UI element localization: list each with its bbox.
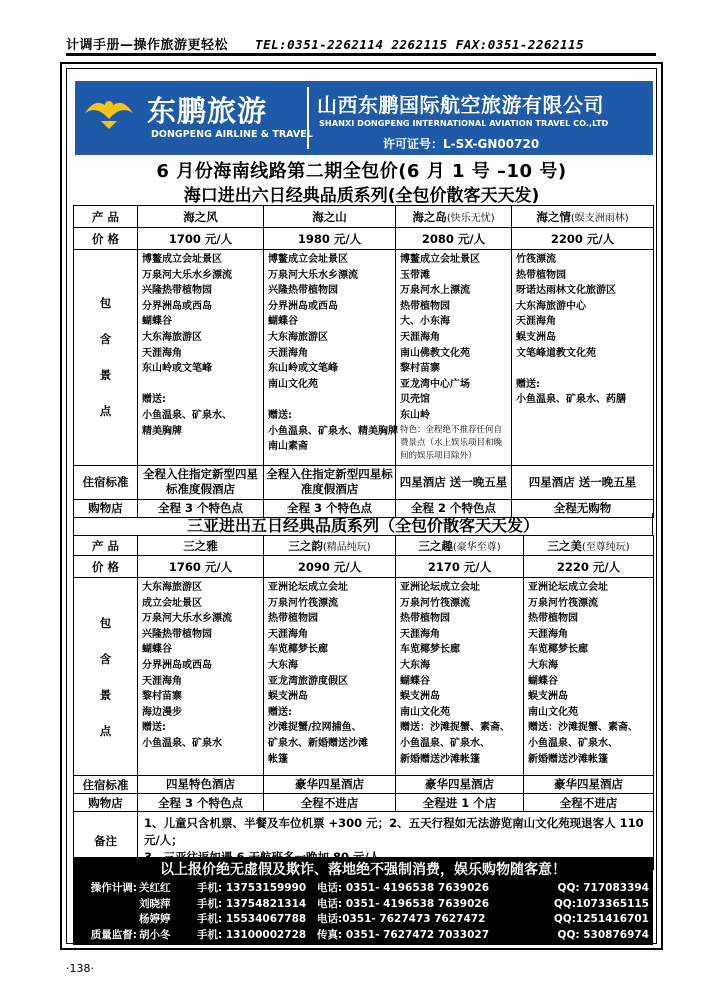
spot-item: 文笔峰道教文化苑 [516, 347, 596, 359]
spot-item: 蜈支洲岛 [268, 691, 308, 703]
shopping-info: 全程 3 个特色点 [264, 499, 396, 517]
spot-item: 赠送: [142, 722, 166, 734]
spot-item: 新婚赠送沙滩帐篷 [400, 753, 480, 765]
spot-item: 大东海旅游区 [142, 331, 202, 343]
scenic-label: 包 含 景 点 [74, 250, 138, 466]
spot-item: 天涯海角 [516, 316, 556, 328]
spot-item: 赠送: [268, 409, 292, 421]
remark-line: 1、儿童只含机票、半餐及车位机票 +300 元；2、五天行程如无法游览南山文化苑现退客人 110 元/人； [144, 816, 644, 847]
contact-tel: 电话: 0351- 4196538 7639026 [317, 897, 490, 910]
contact-tel: 电话: 0351- 4196538 7639026 [317, 882, 490, 894]
section1-title: 海口进出六日经典品质系列(全包价散客天天发) [183, 186, 540, 206]
spot-item: 南山佛教文化苑 [400, 347, 470, 359]
lodging-standard: 豪华四星酒店 [396, 776, 524, 794]
spot-item: 矿泉水、新婚赠送沙滩 [268, 737, 368, 749]
spot-item: 分界洲岛或西岛 [268, 300, 338, 312]
spot-item: 小鱼温泉、矿泉水、精美胸牌 [268, 425, 398, 437]
spot-item: 成立会址景区 [142, 597, 202, 609]
spot-item: 南山文化苑 [528, 706, 578, 718]
spot-item: 大东海旅游区 [268, 331, 328, 343]
contact-qq: QQ: 530876974 [557, 928, 649, 941]
price-label: 价 格 [74, 228, 138, 250]
spot-item: 大东海旅游中心 [516, 300, 586, 312]
spot-item: 南山素斋 [268, 441, 308, 453]
spot-item: 博鳌成立会址景区 [400, 254, 480, 265]
product-price: 1700 元/人 [138, 228, 264, 250]
shopping-info: 全程无购物 [512, 499, 654, 517]
spot-item: 蜈支洲岛 [400, 691, 440, 703]
product-name: 海之风 [138, 206, 264, 228]
lodging-standard: 全程入住指定新型四星标准度假酒店 [264, 465, 396, 499]
contact-mobile: 手机: 13100002728 [197, 928, 307, 941]
lodging-standard: 四星酒店 送一晚五星 [512, 465, 654, 499]
spot-item: 蝴蝶谷 [400, 675, 430, 687]
spot-item: 赠送: [142, 394, 166, 406]
spot-item: 亚洲论坛成立会址 [268, 582, 348, 593]
spot-item: 车览椰梦长廊 [268, 644, 328, 656]
product-price: 2090 元/人 [264, 556, 396, 578]
haikou-table [73, 205, 654, 518]
product-price: 2170 元/人 [396, 556, 524, 578]
spot-item: 分界洲岛或西岛 [142, 659, 212, 671]
remarks-label: 备注 [74, 812, 138, 870]
spot-item: 大、小东海 [400, 316, 450, 328]
spot-item: 南山文化苑 [268, 378, 318, 390]
spot-item: 大东海 [400, 659, 430, 671]
spot-item: 热带植物园 [268, 613, 318, 625]
shopping-info: 全程 3 个特色点 [138, 794, 264, 812]
page-number: ·138· [66, 962, 94, 975]
spot-item: 亚洲论坛成立会址 [528, 582, 608, 593]
spot-item: 小鱼温泉、矿泉水、 [528, 737, 618, 749]
main-headline: 6 月份海南线路第二期全包价(6 月 1 号 –10 号) [156, 161, 567, 182]
lodging-standard: 豪华四星酒店 [524, 776, 654, 794]
contact-mobile: 手机: 13754821314 [197, 897, 307, 910]
product-label: 产 品 [74, 206, 138, 228]
spot-item: 万泉河竹筏漂流 [268, 597, 338, 609]
lodging-standard: 全程入住指定新型四星标准度假酒店 [138, 465, 264, 499]
spot-item: 万泉河水上漂流 [400, 285, 470, 297]
spot-item: 万泉河大乐水乡漂流 [268, 269, 358, 281]
spot-item: 热带植物园 [400, 613, 450, 625]
contact-mobile: 手机: 13753159990 [197, 882, 307, 894]
spot-item: 黎村苗寨 [142, 691, 182, 703]
spot-item: 博鳌成立会址景区 [268, 254, 348, 265]
spot-item: 兴隆热带植物园 [142, 285, 212, 297]
lodging-standard: 四星酒店 送一晚五星 [396, 465, 512, 499]
spot-item: 赠送：沙滩捉蟹、素斋、 [528, 722, 638, 734]
product-name: 海之岛(快乐无忧) [396, 206, 512, 228]
shopping-info: 全程 3 个特色点 [138, 499, 264, 517]
footer-slogan: 以上报价绝无虚假及欺诈、落地绝不强制消费，娱乐购物随客意！ [160, 862, 566, 878]
shopping-info: 全程进 1 个店 [396, 794, 524, 812]
spot-item: 小鱼温泉、矿泉水、 [400, 737, 490, 749]
header-rule [66, 53, 656, 56]
license-number: 许可证号：L-SX-GN00720 [383, 137, 540, 151]
product-price: 2220 元/人 [524, 556, 654, 578]
spot-item: 赠送: [268, 706, 292, 718]
spot-item [142, 377, 259, 393]
spot-item: 分界洲岛或西岛 [142, 300, 212, 312]
company-info [309, 81, 653, 155]
spots-list [396, 578, 524, 776]
spots-list [396, 250, 512, 466]
spot-item: 蝴蝶谷 [268, 316, 298, 328]
spot-item: 天涯海角 [142, 675, 182, 687]
spot-item: 亚龙湾旅游度假区 [268, 675, 348, 687]
contact-name: 关红红 [139, 882, 171, 894]
shopping-info: 全程不进店 [264, 794, 396, 812]
product-price: 2200 元/人 [512, 228, 654, 250]
product-price: 1760 元/人 [138, 556, 264, 578]
lodging-label: 住宿标准 [74, 776, 138, 794]
spot-item: 热带植物园 [528, 613, 578, 625]
spot-item: 玉带滩 [400, 269, 430, 281]
spot-item: 赠送：沙滩捉蟹、素斋、 [400, 722, 510, 734]
contact-mobile: 手机: 15534067788 [197, 913, 307, 926]
spot-item: 万泉河竹筏漂流 [528, 597, 598, 609]
spot-item: 蝴蝶谷 [528, 675, 558, 687]
spot-item: 南山文化苑 [400, 706, 450, 718]
contact-role [77, 912, 139, 928]
spot-item: 蝴蝶谷 [142, 644, 172, 656]
company-banner [75, 81, 653, 155]
spot-note: 特色：全程绝不推荐任何自费景点（水上娱乐项目和晚间的娱乐项目除外） [400, 424, 503, 461]
scenic-label: 包 含 景 点 [74, 578, 138, 776]
spot-item: 车览椰梦长廊 [400, 644, 460, 656]
spots-list [512, 250, 654, 466]
spot-item: 兴隆热带植物园 [142, 628, 212, 640]
spot-item: 大东海旅游区 [142, 582, 202, 593]
spot-item: 亚洲论坛成立会址 [400, 582, 480, 593]
spot-item: 蝴蝶谷 [142, 316, 172, 328]
spot-item: 万泉河大乐水乡漂流 [142, 613, 232, 625]
contact-row [77, 897, 649, 913]
contact-name: 胡小冬 [139, 928, 171, 941]
contact-name: 杨婷婷 [139, 913, 171, 926]
shopping-label: 购物店 [74, 794, 138, 812]
spot-item: 万泉河大乐水乡漂流 [142, 269, 232, 281]
spot-item: 精美胸牌 [142, 425, 182, 437]
logo-cn: 东鹏旅游 [147, 94, 268, 128]
spot-item: 呀诺达雨林文化旅游区 [516, 285, 616, 297]
contact-role: 质量监督: [90, 928, 137, 941]
product-name: 三之美(至尊纯玩) [524, 536, 654, 556]
spots-list [264, 250, 396, 466]
product-name: 三之韵(精品纯玩) [264, 536, 396, 556]
product-label: 产 品 [74, 536, 138, 556]
spot-item: 车览椰梦长廊 [528, 644, 588, 656]
shopping-info: 全程不进店 [524, 794, 654, 812]
spots-list [138, 578, 264, 776]
contact-row [77, 912, 649, 928]
contact-qq: QQ:1251416701 [553, 913, 649, 926]
product-name: 三之趣(豪华至尊) [396, 536, 524, 556]
lodging-label: 住宿标准 [74, 465, 138, 499]
spot-item: 小鱼温泉、矿泉水、药膳 [516, 394, 626, 406]
spot-item: 竹筏漂流 [516, 254, 556, 265]
product-name: 三之雅 [138, 536, 264, 556]
company-name-cn: 山西东鹏国际航空旅游有限公司 [317, 93, 604, 117]
spot-item: 大东海 [268, 659, 298, 671]
logo-en: DONGPENG AIRLINE & TRAVEL [151, 129, 313, 140]
spot-item: 东山岭或文笔峰 [142, 363, 212, 375]
product-name: 海之情(蜈支洲雨林) [512, 206, 654, 228]
spot-item [516, 361, 649, 377]
price-label: 价 格 [74, 556, 138, 578]
spot-item: 热带植物园 [516, 269, 566, 281]
spot-item: 天涯海角 [268, 347, 308, 359]
contact-tel: 电话:0351- 7627473 7627472 [317, 913, 486, 926]
contact-tel: 传真: 0351- 7627472 7033027 [317, 928, 490, 941]
sanya-table [73, 535, 654, 870]
spot-item: 黎村苗寨 [400, 363, 440, 375]
shopping-info: 全程 2 个特色点 [396, 499, 512, 517]
spot-item: 天涯海角 [400, 331, 440, 343]
spot-item: 东山岭或文笔峰 [268, 363, 338, 375]
spot-item: 大东海 [528, 659, 558, 671]
contact-footer [73, 857, 653, 945]
spot-item: 天涯海角 [268, 628, 308, 640]
spot-item: 赠送: [516, 378, 540, 390]
page-header-bar [66, 34, 654, 54]
eagle-emblem-icon [83, 91, 135, 131]
company-logo [75, 81, 313, 155]
spot-item: 新婚赠送沙滩帐篷 [528, 753, 608, 765]
spot-item: 小鱼温泉、矿泉水 [142, 737, 222, 749]
lodging-standard: 四星特色酒店 [138, 776, 264, 794]
ad-frame [60, 62, 663, 950]
contact-role: 操作计调: [90, 882, 137, 894]
contact-row [77, 881, 649, 897]
contact-row [77, 928, 649, 944]
spots-list [264, 578, 396, 776]
spot-item: 蜈支洲岛 [528, 691, 568, 703]
contact-qq: QQ:1073365115 [553, 897, 649, 910]
spot-item: 沙滩捉蟹/拉网捕鱼、 [268, 722, 362, 734]
contact-role [77, 897, 139, 913]
spot-item: 东山岭 [400, 409, 430, 421]
spot-item: 亚龙湾中心广场 [400, 378, 470, 390]
header-contact: TEL:0351-2262114 2262115 FAX:0351-2262115 [255, 37, 585, 52]
spot-item: 兴隆热带植物园 [268, 285, 338, 297]
shopping-label: 购物店 [74, 499, 138, 517]
contact-qq: QQ: 717083394 [557, 882, 649, 894]
product-name: 海之山 [264, 206, 396, 228]
spot-item [268, 392, 391, 408]
spot-item: 热带植物园 [400, 300, 450, 312]
section2-title: 三亚进出五日经典品质系列（全包价散客天天发） [73, 513, 653, 535]
contact-name: 刘晓萍 [139, 897, 171, 910]
spot-item: 天涯海角 [400, 628, 440, 640]
manual-title: 计调手册—操作旅游更轻松 [66, 38, 229, 53]
spots-list [524, 578, 654, 776]
spot-item: 博鳌成立会址景区 [142, 254, 222, 265]
spot-item: 蜈支洲岛 [516, 331, 556, 343]
spot-item: 天涯海角 [528, 628, 568, 640]
product-price: 1980 元/人 [264, 228, 396, 250]
spot-item: 小鱼温泉、矿泉水、 [142, 409, 232, 421]
contact-rows [77, 881, 649, 943]
spots-list [138, 250, 264, 466]
spot-item: 海边漫步 [142, 706, 182, 718]
spot-item: 贝壳馆 [400, 394, 430, 406]
product-price: 2080 元/人 [396, 228, 512, 250]
lodging-standard: 豪华四星酒店 [264, 776, 396, 794]
spot-item: 万泉河竹筏漂流 [400, 597, 470, 609]
company-name-en: SHANXI DONGPENG INTERNATIONAL AVIATION TRAVEL CO.,LTD [319, 118, 609, 128]
spot-item: 帐篷 [268, 753, 288, 765]
spot-item: 天涯海角 [142, 347, 182, 359]
ad-inner-frame [66, 68, 657, 944]
